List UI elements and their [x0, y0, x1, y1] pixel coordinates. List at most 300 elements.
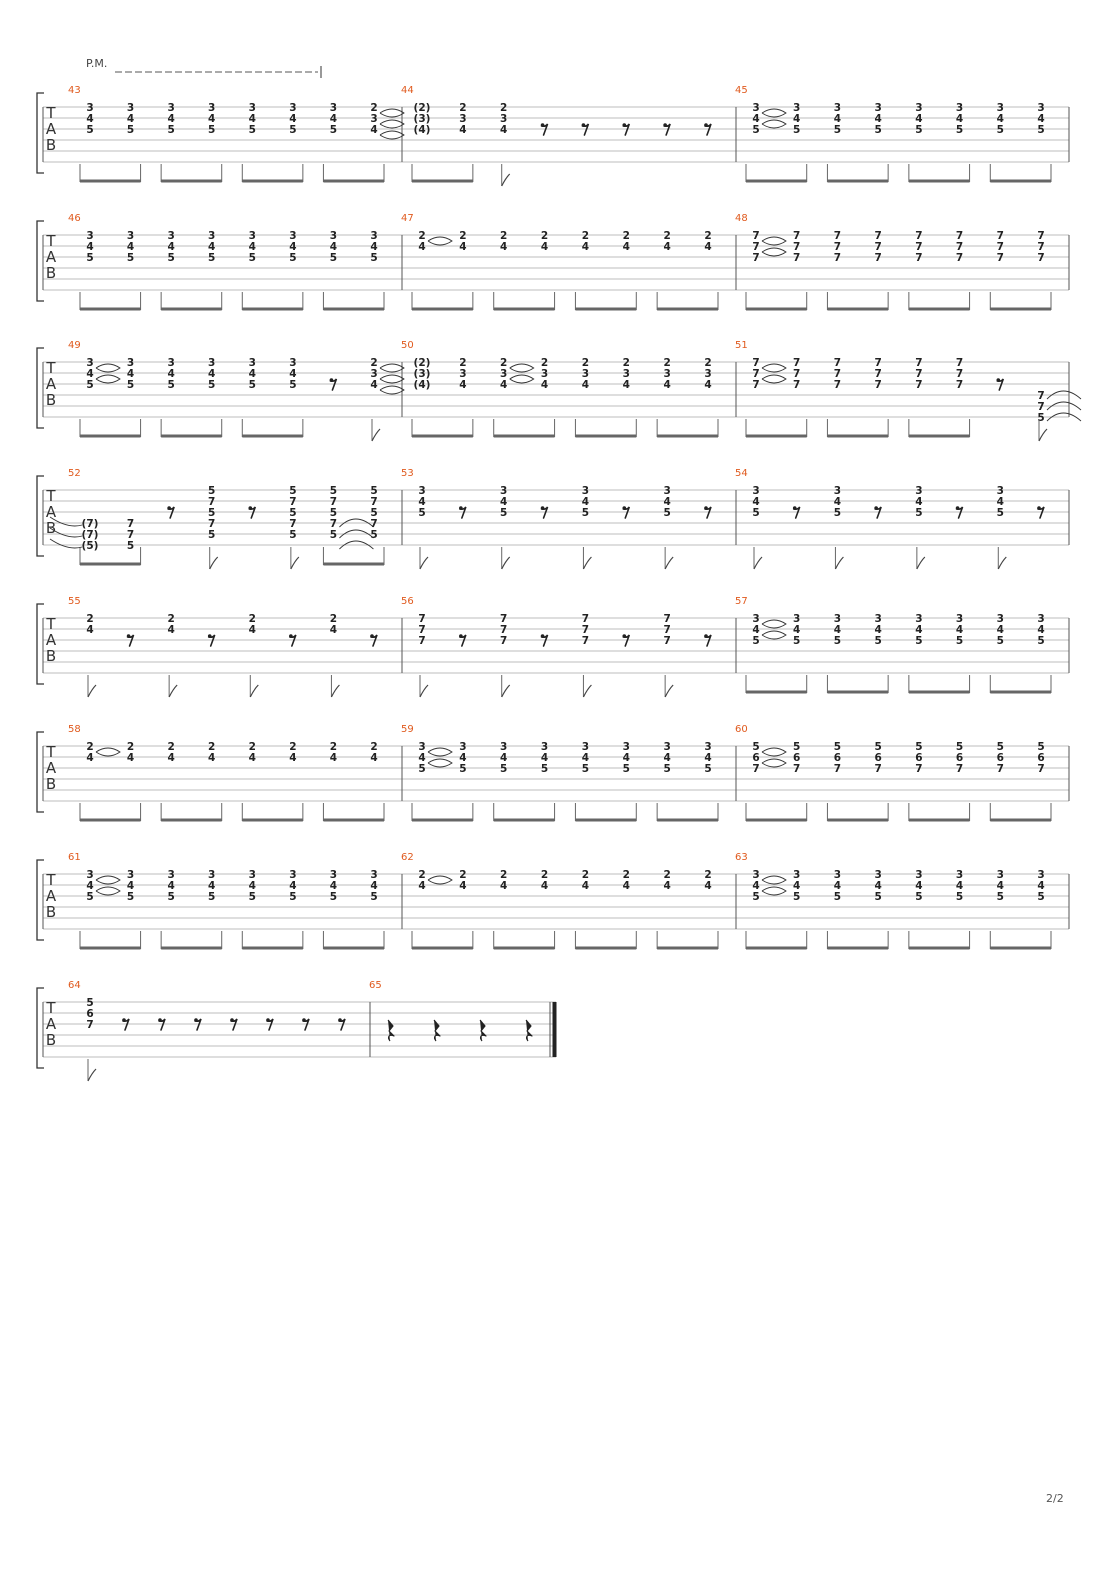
fret-number: 3 — [86, 357, 94, 369]
fret-number: 3 — [874, 869, 882, 881]
fret-number: 5 — [500, 507, 508, 519]
fret-number: 5 — [663, 507, 671, 519]
fret-number: 2 — [581, 230, 590, 242]
fret-number: 4 — [86, 880, 94, 892]
fret-number: 5 — [955, 635, 964, 647]
fret-number: 4 — [370, 880, 378, 892]
fret-number: 4 — [248, 368, 256, 380]
fret-number: 7 — [793, 252, 801, 264]
fret-number: 3 — [996, 869, 1004, 881]
tab-clef-letter: B — [45, 775, 57, 793]
measure-number: 48 — [735, 213, 748, 224]
fret-number: 5 — [996, 741, 1004, 753]
tie-arc — [762, 248, 786, 256]
fret-number: 7 — [874, 379, 882, 391]
fret-number: 4 — [704, 880, 712, 892]
fret-number: 3 — [752, 613, 760, 625]
fret-number: 4 — [86, 113, 94, 125]
fret-number: 5 — [663, 763, 671, 775]
fret-number: 3 — [208, 230, 216, 242]
fret-number: 3 — [915, 613, 923, 625]
fret-number: 3 — [126, 102, 135, 114]
tie-arc — [96, 364, 120, 372]
fret-number: 5 — [167, 891, 175, 903]
fret-number: 5 — [500, 763, 508, 775]
tab-clef-letter: B — [45, 391, 57, 409]
fret-number: 7 — [915, 368, 923, 380]
fret-number: 5 — [752, 741, 760, 753]
tie-arc — [510, 364, 534, 372]
fret-number: 3 — [418, 485, 426, 497]
fret-number: 4 — [459, 752, 467, 764]
fret-number: 4 — [329, 752, 338, 764]
tie-arc — [762, 631, 786, 639]
fret-number: 4 — [752, 113, 760, 125]
fret-number: 3 — [622, 741, 630, 753]
fret-number: 4 — [126, 880, 135, 892]
fret-number: 3 — [459, 741, 467, 753]
tie-arc — [428, 876, 452, 884]
fret-number: 5 — [996, 635, 1004, 647]
tab-clef-letter: T — [46, 743, 56, 761]
fret-number: 4 — [418, 496, 426, 508]
fret-number: 3 — [581, 741, 590, 753]
fret-number: 3 — [208, 102, 216, 114]
note-flag — [998, 557, 1006, 569]
fret-number: 5 — [248, 891, 256, 903]
fret-number: 4 — [289, 241, 297, 253]
fret-number: 3 — [208, 357, 216, 369]
fret-number: 4 — [370, 241, 378, 253]
fret-number: 5 — [752, 635, 760, 647]
fret-number: 4 — [704, 241, 712, 253]
tab-clef-letter: A — [45, 375, 57, 393]
tab-clef-letter: B — [45, 136, 57, 154]
fret-number: (4) — [413, 379, 431, 391]
fret-number: 7 — [833, 763, 842, 775]
fret-number: 3 — [955, 869, 964, 881]
fret-number: 4 — [793, 113, 801, 125]
fret-number: 7 — [996, 230, 1004, 242]
measure-number: 60 — [735, 724, 748, 735]
fret-number: 4 — [418, 752, 426, 764]
fret-number: 3 — [704, 741, 712, 753]
fret-number: 4 — [955, 113, 964, 125]
tab-system — [37, 468, 1069, 569]
fret-number: 7 — [915, 357, 923, 369]
fret-number: 5 — [418, 763, 426, 775]
tab-clef-letter: A — [45, 503, 57, 521]
fret-number: 5 — [289, 124, 297, 136]
fret-number: 4 — [167, 752, 175, 764]
tab-clef-letter: B — [45, 1031, 57, 1049]
fret-number: 3 — [248, 230, 256, 242]
fret-number: 7 — [996, 241, 1004, 253]
fret-number: 5 — [833, 507, 842, 519]
fret-number: 7 — [581, 635, 590, 647]
fret-number: 2 — [167, 613, 175, 625]
fret-number: 5 — [1037, 741, 1045, 753]
measure-number: 47 — [401, 213, 414, 224]
note-flag — [250, 685, 258, 697]
fret-number: 5 — [540, 763, 549, 775]
tie-in-arc — [50, 539, 82, 548]
fret-number: 7 — [793, 230, 801, 242]
note-flag — [420, 557, 428, 569]
fret-number: 7 — [329, 518, 338, 530]
fret-number: 4 — [289, 880, 297, 892]
measure-number: 52 — [68, 468, 81, 479]
fret-number: 2 — [540, 230, 549, 242]
fret-number: 3 — [459, 368, 467, 380]
fret-number: 3 — [167, 869, 175, 881]
tie-arc — [762, 748, 786, 756]
note-flag — [88, 1069, 96, 1081]
tie-arc — [380, 364, 404, 372]
fret-number: (7) — [81, 529, 99, 541]
fret-number: 7 — [289, 518, 297, 530]
fret-number: 3 — [704, 368, 712, 380]
fret-number: 2 — [663, 357, 671, 369]
fret-number: 3 — [370, 230, 378, 242]
fret-number: 4 — [955, 880, 964, 892]
fret-number: 3 — [248, 102, 256, 114]
tab-clef-letter: T — [46, 871, 56, 889]
fret-number: 5 — [915, 741, 923, 753]
fret-number: 6 — [86, 1008, 94, 1020]
fret-number: 7 — [370, 518, 378, 530]
fret-number: 7 — [752, 357, 760, 369]
fret-number: 5 — [955, 741, 964, 753]
fret-number: 2 — [86, 741, 94, 753]
fret-number: 4 — [996, 496, 1004, 508]
fret-number: 5 — [329, 124, 338, 136]
fret-number: 4 — [793, 624, 801, 636]
fret-number: 5 — [248, 124, 256, 136]
note-flag — [331, 685, 339, 697]
fret-number: 4 — [126, 368, 135, 380]
fret-number: 2 — [500, 869, 508, 881]
tab-system — [37, 980, 556, 1081]
fret-number: 3 — [663, 741, 671, 753]
measure-number: 45 — [735, 85, 748, 96]
fret-number: 3 — [289, 230, 297, 242]
fret-number: 4 — [86, 368, 94, 380]
fret-number: 3 — [540, 368, 549, 380]
fret-number: 4 — [126, 752, 135, 764]
fret-number: 4 — [874, 624, 882, 636]
fret-number: 3 — [126, 869, 135, 881]
fret-number: 7 — [793, 763, 801, 775]
fret-number: 6 — [996, 752, 1004, 764]
fret-number: 4 — [208, 113, 216, 125]
fret-number: 2 — [500, 357, 508, 369]
tie-arc — [762, 120, 786, 128]
tab-system — [37, 724, 1069, 821]
fret-number: 4 — [86, 241, 94, 253]
fret-number: 3 — [915, 869, 923, 881]
fret-number: 5 — [126, 379, 135, 391]
tab-clef-letter: T — [46, 104, 56, 122]
tie-arc — [380, 120, 404, 128]
fret-number: 7 — [663, 624, 671, 636]
fret-number: 4 — [248, 241, 256, 253]
fret-number: 7 — [752, 379, 760, 391]
tab-system — [37, 852, 1069, 949]
tie-arc — [428, 759, 452, 767]
fret-number: 7 — [1037, 401, 1045, 413]
note-flag — [502, 685, 510, 697]
fret-number: 4 — [540, 880, 549, 892]
fret-number: 7 — [833, 241, 842, 253]
fret-number: 7 — [370, 496, 378, 508]
fret-number: 4 — [86, 624, 94, 636]
fret-number: 4 — [167, 880, 175, 892]
fret-number: 5 — [208, 529, 216, 541]
fret-number: 3 — [370, 113, 378, 125]
fret-number: 5 — [793, 891, 801, 903]
fret-number: 5 — [1037, 412, 1045, 424]
fret-number: 5 — [1037, 891, 1045, 903]
fret-number: 4 — [663, 880, 671, 892]
tie-arc — [380, 386, 404, 394]
fret-number: 2 — [622, 230, 630, 242]
fret-number: 7 — [289, 496, 297, 508]
fret-number: 2 — [500, 230, 508, 242]
fret-number: 5 — [874, 741, 882, 753]
fret-number: 7 — [1037, 241, 1045, 253]
fret-number: 4 — [581, 379, 590, 391]
fret-number: 3 — [1037, 613, 1045, 625]
fret-number: 7 — [500, 635, 508, 647]
fret-number: 7 — [833, 252, 842, 264]
fret-number: 5 — [915, 124, 923, 136]
fret-number: 3 — [833, 485, 842, 497]
fret-number: 7 — [874, 230, 882, 242]
fret-number: 2 — [622, 357, 630, 369]
fret-number: 3 — [996, 613, 1004, 625]
fret-number: 7 — [418, 613, 426, 625]
fret-number: 4 — [289, 752, 297, 764]
fret-number: 3 — [370, 869, 378, 881]
fret-number: 2 — [418, 230, 426, 242]
fret-number: 5 — [915, 507, 923, 519]
tab-system — [37, 596, 1069, 697]
fret-number: 7 — [996, 763, 1004, 775]
fret-number: 4 — [581, 752, 590, 764]
fret-number: 2 — [540, 869, 549, 881]
fret-number: 2 — [459, 102, 467, 114]
tie-arc — [380, 375, 404, 383]
fret-number: 4 — [622, 752, 630, 764]
fret-number: 3 — [1037, 869, 1045, 881]
fret-number: 4 — [663, 241, 671, 253]
quarter-rest — [434, 1020, 440, 1041]
fret-number: 5 — [126, 891, 135, 903]
fret-number: 3 — [500, 741, 508, 753]
measure-number: 54 — [735, 468, 748, 479]
fret-number: 5 — [208, 485, 216, 497]
fret-number: 5 — [289, 252, 297, 264]
tie-arc — [762, 237, 786, 245]
fret-number: 3 — [289, 102, 297, 114]
fret-number: 7 — [874, 357, 882, 369]
fret-number: 2 — [208, 741, 216, 753]
fret-number: 4 — [248, 624, 256, 636]
palm-mute-marking — [86, 57, 321, 78]
fret-number: 3 — [500, 113, 508, 125]
fret-number: 3 — [329, 102, 338, 114]
fret-number: 4 — [500, 379, 508, 391]
fret-number: 7 — [915, 230, 923, 242]
fret-number: 4 — [329, 241, 338, 253]
fret-number: 3 — [86, 869, 94, 881]
fret-number: 7 — [874, 241, 882, 253]
tie-arc — [96, 876, 120, 884]
fret-number: 3 — [167, 357, 175, 369]
fret-number: 7 — [1037, 230, 1045, 242]
tie-arc — [762, 759, 786, 767]
fret-number: 3 — [581, 368, 590, 380]
measure-number: 51 — [735, 340, 748, 351]
fret-number: 5 — [915, 891, 923, 903]
fret-number: 4 — [459, 124, 467, 136]
fret-number: 2 — [418, 869, 426, 881]
note-flag — [169, 685, 177, 697]
fret-number: 5 — [86, 379, 94, 391]
fret-number: 4 — [833, 880, 842, 892]
fret-number: 5 — [289, 507, 297, 519]
fret-number: 3 — [915, 102, 923, 114]
fret-number: 7 — [208, 518, 216, 530]
fret-number: 3 — [793, 613, 801, 625]
fret-number: 4 — [208, 241, 216, 253]
fret-number: 2 — [663, 869, 671, 881]
fret-number: 4 — [289, 113, 297, 125]
fret-number: 5 — [167, 379, 175, 391]
fret-number: 4 — [167, 624, 175, 636]
fret-number: 4 — [540, 752, 549, 764]
measure-number: 61 — [68, 852, 81, 863]
fret-number: 4 — [581, 496, 590, 508]
fret-number: 5 — [418, 507, 426, 519]
fret-number: 4 — [248, 880, 256, 892]
fret-number: 2 — [370, 102, 378, 114]
fret-number: 5 — [793, 124, 801, 136]
fret-number: 6 — [833, 752, 842, 764]
fret-number: 7 — [1037, 763, 1045, 775]
fret-number: 5 — [752, 124, 760, 136]
tab-system — [37, 213, 1069, 310]
note-flag — [583, 685, 591, 697]
fret-number: 5 — [833, 124, 842, 136]
fret-number: 5 — [329, 485, 338, 497]
fret-number: 3 — [208, 869, 216, 881]
fret-number: 7 — [1037, 390, 1045, 402]
fret-number: 4 — [915, 113, 923, 125]
note-flag — [502, 557, 510, 569]
tie-arc — [762, 887, 786, 895]
fret-number: 3 — [915, 485, 923, 497]
fret-number: 5 — [370, 252, 378, 264]
fret-number: 3 — [833, 869, 842, 881]
tab-clef-letter: A — [45, 248, 57, 266]
fret-number: 7 — [663, 613, 671, 625]
fret-number: 7 — [833, 368, 842, 380]
fret-number: 4 — [622, 241, 630, 253]
fret-number: 4 — [248, 752, 256, 764]
fret-number: 5 — [955, 124, 964, 136]
measure-number: 44 — [401, 85, 414, 96]
fret-number: 7 — [955, 357, 964, 369]
tab-system — [37, 85, 1069, 186]
fret-number: 4 — [500, 241, 508, 253]
fret-number: 4 — [752, 496, 760, 508]
tab-clef-letter: A — [45, 120, 57, 138]
fret-number: 3 — [793, 102, 801, 114]
fret-number: 6 — [1037, 752, 1045, 764]
fret-number: 7 — [833, 357, 842, 369]
fret-number: 5 — [874, 124, 882, 136]
fret-number: 4 — [329, 113, 338, 125]
fret-number: 3 — [500, 368, 508, 380]
fret-number: 3 — [752, 869, 760, 881]
tie-arc — [428, 237, 452, 245]
measure-number: 49 — [68, 340, 81, 351]
fret-number: 3 — [874, 102, 882, 114]
fret-number: 5 — [248, 379, 256, 391]
fret-number: (2) — [413, 357, 431, 369]
tie-arc — [510, 375, 534, 383]
fret-number: 4 — [208, 880, 216, 892]
fret-number: 2 — [459, 230, 467, 242]
fret-number: 5 — [289, 529, 297, 541]
fret-number: 4 — [329, 880, 338, 892]
fret-number: 3 — [500, 485, 508, 497]
measure-number: 50 — [401, 340, 414, 351]
fret-number: 4 — [370, 379, 378, 391]
fret-number: (3) — [413, 368, 431, 380]
quarter-rest — [480, 1020, 486, 1041]
tie-arc — [762, 109, 786, 117]
fret-number: 4 — [663, 496, 671, 508]
fret-number: 7 — [793, 357, 801, 369]
fret-number: 5 — [793, 635, 801, 647]
fret-number: 6 — [793, 752, 801, 764]
fret-number: 5 — [289, 485, 297, 497]
fret-number: 7 — [955, 379, 964, 391]
fret-number: 7 — [663, 635, 671, 647]
tie-arc — [762, 364, 786, 372]
fret-number: 4 — [167, 113, 175, 125]
measure-number: 56 — [401, 596, 414, 607]
fret-number: 5 — [86, 252, 94, 264]
fret-number: 5 — [289, 891, 297, 903]
note-flag — [917, 557, 925, 569]
fret-number: 3 — [752, 485, 760, 497]
fret-number: 5 — [370, 485, 378, 497]
fret-number: 3 — [167, 230, 175, 242]
fret-number: 4 — [996, 624, 1004, 636]
fret-number: 5 — [996, 891, 1004, 903]
tie-arc — [762, 620, 786, 628]
fret-number: 4 — [915, 880, 923, 892]
fret-number: 5 — [289, 379, 297, 391]
fret-number: 5 — [1037, 124, 1045, 136]
measure-number: 55 — [68, 596, 81, 607]
fret-number: 2 — [329, 741, 338, 753]
fret-number: 4 — [581, 880, 590, 892]
